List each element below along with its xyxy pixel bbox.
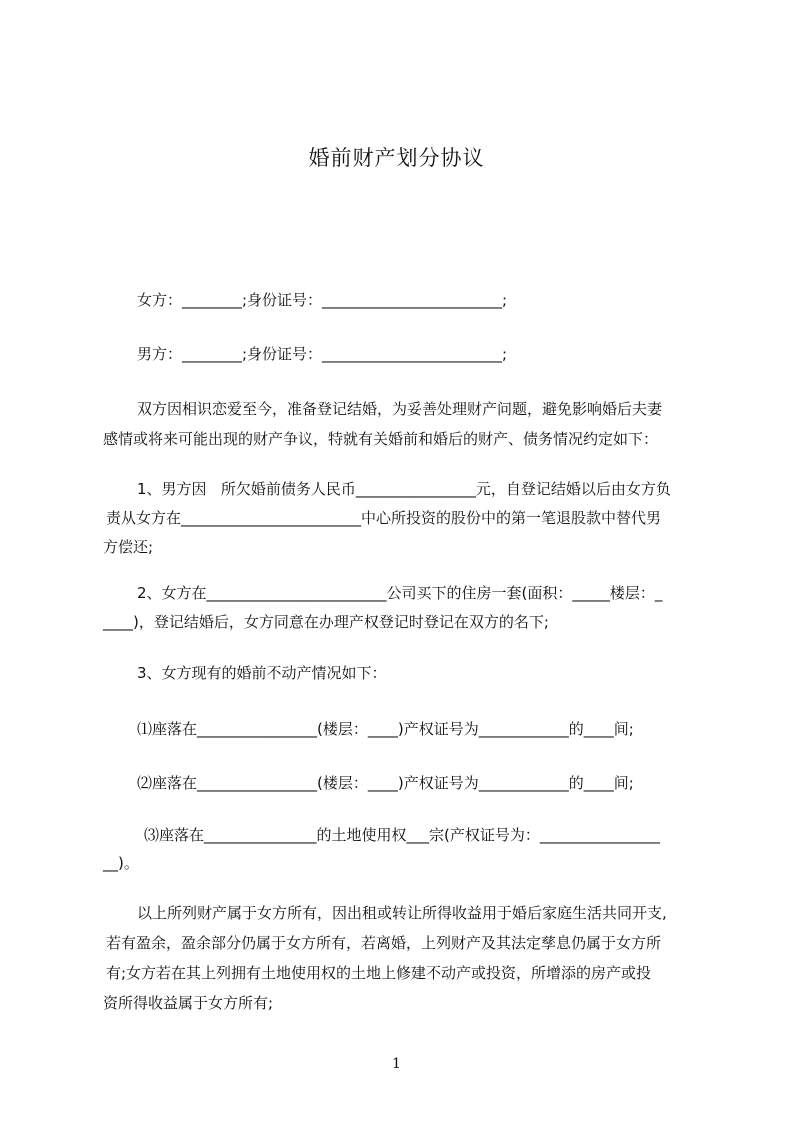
property-item-3-line-2: __)。	[103, 854, 139, 872]
male-party-line: 男方：________;身份证号：________________________;	[137, 345, 508, 363]
clause-3-heading: 3、女方现有的婚前不动产情况如下：	[137, 664, 387, 682]
closing-line-4: 资所得收益属于女方所有;	[103, 994, 274, 1012]
clause-1-line-1: 1、男方因 所欠婚前债务人民币________________元，自登记结婚以后由女方负	[137, 480, 671, 498]
property-item-2: ⑵座落在________________(楼层：____)产权证号为____________的____间;	[137, 774, 634, 792]
clause-1-line-2: 责从女方在________________________中心所投资的股份中的第一笔退股款中替代男	[106, 509, 662, 527]
clause-2-line-2: ____)，登记结婚后，女方同意在办理产权登记时登记在双方的名下;	[103, 613, 549, 631]
closing-line-3: 有;女方若在其上列拥有土地使用权的土地上修建不动产或投资，所增添的房产或投	[106, 964, 652, 982]
female-party-line: 女方：________;身份证号：________________________;	[137, 291, 508, 309]
preamble-line-2: 感情或将来可能出现的财产争议，特就有关婚前和婚后的财产、债务情况约定如下：	[103, 430, 659, 448]
document-title: 婚前财产划分协议	[308, 146, 485, 170]
page-number: 1	[392, 1056, 401, 1072]
closing-line-2: 若有盈余，盈余部分仍属于女方所有，若离婚，上列财产及其法定孳息仍属于女方所	[106, 934, 662, 952]
property-item-1: ⑴座落在________________(楼层：____)产权证号为____________的____间;	[137, 720, 634, 738]
property-item-3-line-1: ⑶座落在_______________的土地使用权___宗(产权证号为：________________	[144, 826, 660, 844]
closing-line-1: 以上所列财产属于女方所有，因出租或转让所得收益用于婚后家庭生活共同开支,	[137, 904, 667, 922]
clause-1-line-3: 方偿还;	[103, 538, 154, 556]
preamble-line-1: 双方因相识恋爱至今，准备登记结婚，为妥善处理财产问题，避免影响婚后夫妻	[137, 400, 663, 418]
clause-2-line-1: 2、女方在________________________公司买下的住房一套(面积：_____楼层：_	[137, 584, 663, 602]
